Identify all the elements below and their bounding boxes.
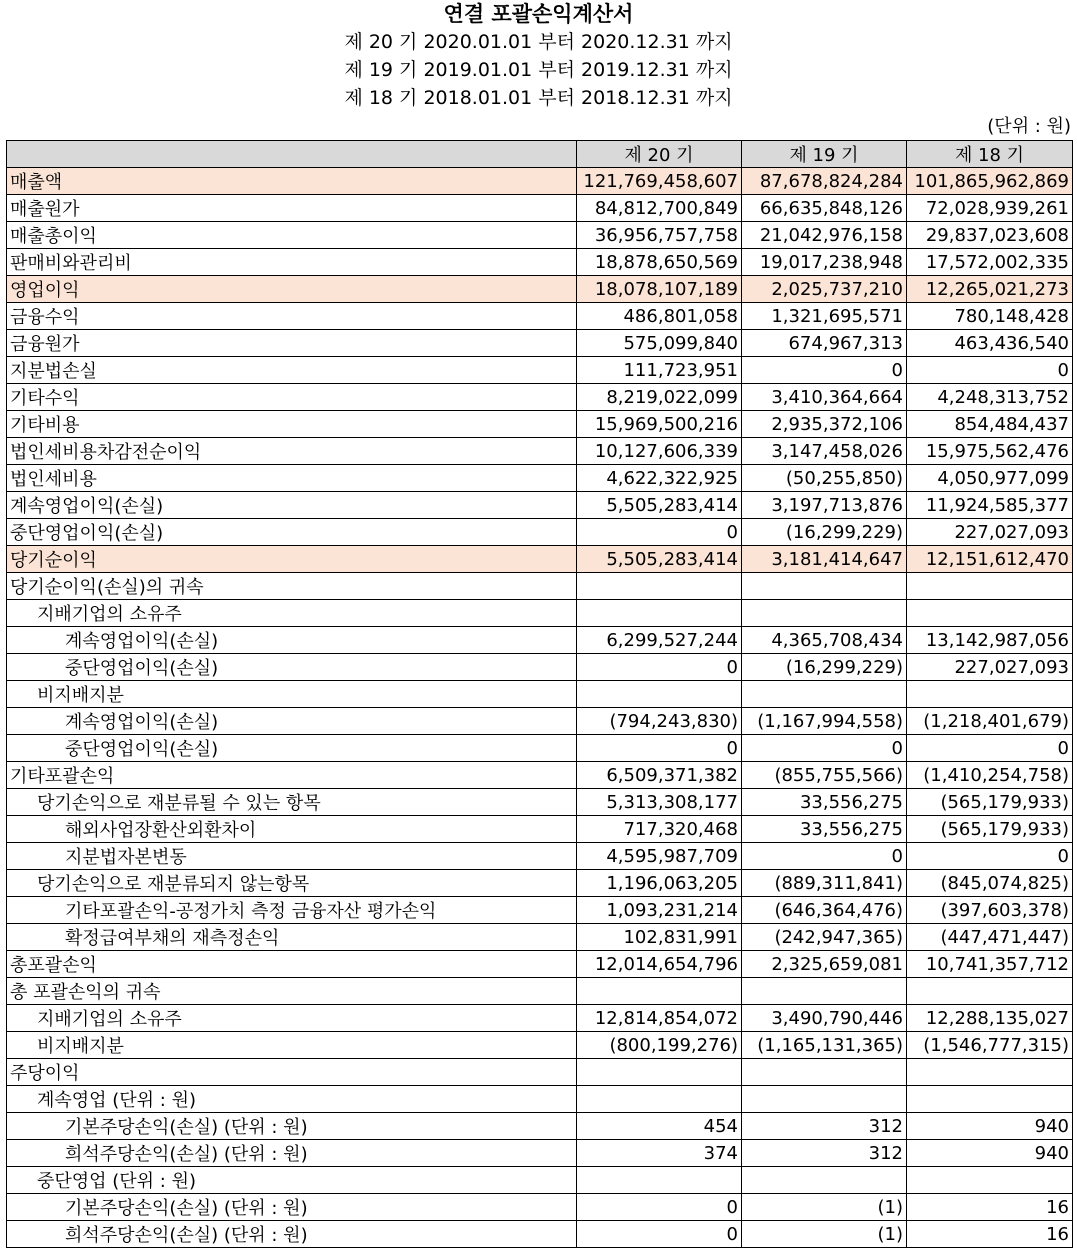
row-value: 18,878,650,569 <box>577 249 742 276</box>
row-value: 36,956,757,758 <box>577 222 742 249</box>
row-value: 312 <box>742 1113 907 1140</box>
table-row <box>7 708 1073 735</box>
row-label: 총 포괄손익의 귀속 <box>7 978 577 1005</box>
row-value: 1,196,063,205 <box>577 870 742 897</box>
row-value <box>577 1167 742 1194</box>
table-row <box>7 870 1073 897</box>
row-value: (1) <box>742 1194 907 1221</box>
row-value: 227,027,093 <box>907 519 1073 546</box>
row-value: 0 <box>907 843 1073 870</box>
row-value <box>742 1167 907 1194</box>
row-value: 940 <box>907 1113 1073 1140</box>
row-value: (845,074,825) <box>907 870 1073 897</box>
row-value: 12,814,854,072 <box>577 1005 742 1032</box>
row-label: 계속영업이익(손실) <box>7 708 577 735</box>
row-label: 계속영업이익(손실) <box>7 627 577 654</box>
table-row <box>7 600 1073 627</box>
row-value <box>742 978 907 1005</box>
unit-label: (단위 : 원) <box>987 116 1071 137</box>
row-value: 4,622,322,925 <box>577 465 742 492</box>
row-value: 72,028,939,261 <box>907 195 1073 222</box>
row-label: 중단영업이익(손실) <box>7 654 577 681</box>
row-value: (1,218,401,679) <box>907 708 1073 735</box>
row-value: 5,505,283,414 <box>577 492 742 519</box>
period-line: 제 20 기 2020.01.01 부터 2020.12.31 까지 <box>344 31 733 53</box>
row-value: (50,255,850) <box>742 465 907 492</box>
row-label: 판매비와관리비 <box>7 249 577 276</box>
row-value <box>907 1167 1073 1194</box>
row-value <box>907 573 1073 600</box>
row-value: 17,572,002,335 <box>907 249 1073 276</box>
row-value <box>907 1086 1073 1113</box>
row-value: 674,967,313 <box>742 330 907 357</box>
row-value: (1,546,777,315) <box>907 1032 1073 1059</box>
row-label: 당기순이익 <box>7 546 577 573</box>
row-value: 1,321,695,571 <box>742 303 907 330</box>
row-value <box>577 681 742 708</box>
row-value: (1,410,254,758) <box>907 762 1073 789</box>
row-value: 575,099,840 <box>577 330 742 357</box>
row-label: 비지배지분 <box>7 681 577 708</box>
column-header-blank <box>7 141 577 168</box>
row-value: 11,924,585,377 <box>907 492 1073 519</box>
row-value <box>577 573 742 600</box>
row-label: 매출총이익 <box>7 222 577 249</box>
row-value: 486,801,058 <box>577 303 742 330</box>
table-row <box>7 276 1073 303</box>
row-value: 101,865,962,869 <box>907 168 1073 195</box>
table-row <box>7 1005 1073 1032</box>
row-value: (1,165,131,365) <box>742 1032 907 1059</box>
row-label: 당기손익으로 재분류될 수 있는 항목 <box>7 789 577 816</box>
row-value: 0 <box>577 1221 742 1248</box>
table-row <box>7 897 1073 924</box>
row-value: (397,603,378) <box>907 897 1073 924</box>
row-value: 16 <box>907 1194 1073 1221</box>
table-row <box>7 1167 1073 1194</box>
row-label: 확정급여부채의 재측정손익 <box>7 924 577 951</box>
row-label: 영업이익 <box>7 276 577 303</box>
row-value: (565,179,933) <box>907 789 1073 816</box>
row-value: 21,042,976,158 <box>742 222 907 249</box>
row-label: 희석주당손익(손실) (단위 : 원) <box>7 1221 577 1248</box>
row-value <box>907 978 1073 1005</box>
column-header-period: 제 19 기 <box>742 141 907 168</box>
report-header <box>0 0 1077 112</box>
row-label: 기본주당손익(손실) (단위 : 원) <box>7 1113 577 1140</box>
table-row <box>7 1221 1073 1248</box>
table-body <box>7 168 1073 1248</box>
row-value: 854,484,437 <box>907 411 1073 438</box>
row-label: 지분법자본변동 <box>7 843 577 870</box>
row-value: 227,027,093 <box>907 654 1073 681</box>
row-value: 4,248,313,752 <box>907 384 1073 411</box>
row-label: 계속영업이익(손실) <box>7 492 577 519</box>
row-value: 3,410,364,664 <box>742 384 907 411</box>
row-value: 84,812,700,849 <box>577 195 742 222</box>
table-row <box>7 1194 1073 1221</box>
row-label: 지배기업의 소유주 <box>7 1005 577 1032</box>
table-row <box>7 654 1073 681</box>
row-value: 16 <box>907 1221 1073 1248</box>
row-value: 0 <box>742 735 907 762</box>
table-row <box>7 681 1073 708</box>
table-row <box>7 843 1073 870</box>
row-value: 940 <box>907 1140 1073 1167</box>
row-value: 15,975,562,476 <box>907 438 1073 465</box>
table-row <box>7 978 1073 1005</box>
row-value: 66,635,848,126 <box>742 195 907 222</box>
row-label: 지분법손실 <box>7 357 577 384</box>
column-header-period: 제 20 기 <box>577 141 742 168</box>
row-value: (16,299,229) <box>742 519 907 546</box>
row-label: 지배기업의 소유주 <box>7 600 577 627</box>
row-value: 8,219,022,099 <box>577 384 742 411</box>
row-value: 15,969,500,216 <box>577 411 742 438</box>
table-row <box>7 762 1073 789</box>
row-value: (855,755,566) <box>742 762 907 789</box>
row-value <box>577 978 742 1005</box>
row-value: (447,471,447) <box>907 924 1073 951</box>
table-row <box>7 1059 1073 1086</box>
table-row <box>7 1140 1073 1167</box>
row-value: 0 <box>577 1194 742 1221</box>
row-value <box>742 600 907 627</box>
row-value: (565,179,933) <box>907 816 1073 843</box>
row-value: 3,147,458,026 <box>742 438 907 465</box>
row-label: 당기순이익(손실)의 귀속 <box>7 573 577 600</box>
table-row <box>7 1032 1073 1059</box>
row-value: 0 <box>742 357 907 384</box>
row-value: 0 <box>907 357 1073 384</box>
row-value: 12,288,135,027 <box>907 1005 1073 1032</box>
table-row <box>7 195 1073 222</box>
row-label: 주당이익 <box>7 1059 577 1086</box>
row-value: 12,014,654,796 <box>577 951 742 978</box>
row-value <box>742 1086 907 1113</box>
row-value: 12,151,612,470 <box>907 546 1073 573</box>
row-label: 금융수익 <box>7 303 577 330</box>
table-row <box>7 573 1073 600</box>
row-label: 기타비용 <box>7 411 577 438</box>
row-value: 717,320,468 <box>577 816 742 843</box>
row-label: 법인세비용 <box>7 465 577 492</box>
row-value: 780,148,428 <box>907 303 1073 330</box>
row-value: 18,078,107,189 <box>577 276 742 303</box>
row-value: 0 <box>577 654 742 681</box>
row-value: 0 <box>907 735 1073 762</box>
table-row <box>7 627 1073 654</box>
row-value: (242,947,365) <box>742 924 907 951</box>
row-value: 0 <box>577 519 742 546</box>
row-label: 희석주당손익(손실) (단위 : 원) <box>7 1140 577 1167</box>
table-row <box>7 222 1073 249</box>
row-value: 5,313,308,177 <box>577 789 742 816</box>
row-label: 중단영업 (단위 : 원) <box>7 1167 577 1194</box>
row-value: 6,299,527,244 <box>577 627 742 654</box>
row-value <box>742 573 907 600</box>
table-row <box>7 546 1073 573</box>
row-value <box>742 681 907 708</box>
row-value: 2,325,659,081 <box>742 951 907 978</box>
report-title: 연결 포괄손익계산서 <box>443 2 634 26</box>
table-row <box>7 924 1073 951</box>
table-header-row <box>7 141 1073 168</box>
income-statement-table <box>6 140 1073 1248</box>
row-value: 12,265,021,273 <box>907 276 1073 303</box>
row-value: 10,741,357,712 <box>907 951 1073 978</box>
row-value: 29,837,023,608 <box>907 222 1073 249</box>
column-header-period: 제 18 기 <box>907 141 1073 168</box>
row-value: 13,142,987,056 <box>907 627 1073 654</box>
table-row <box>7 168 1073 195</box>
row-value: 87,678,824,284 <box>742 168 907 195</box>
row-value: (1) <box>742 1221 907 1248</box>
table-row <box>7 519 1073 546</box>
period-line: 제 19 기 2019.01.01 부터 2019.12.31 까지 <box>344 59 733 81</box>
row-value: 454 <box>577 1113 742 1140</box>
table-row <box>7 384 1073 411</box>
row-label: 중단영업이익(손실) <box>7 735 577 762</box>
row-value: 463,436,540 <box>907 330 1073 357</box>
row-value <box>742 1059 907 1086</box>
row-label: 해외사업장환산외환차이 <box>7 816 577 843</box>
row-value: 4,050,977,099 <box>907 465 1073 492</box>
row-value <box>907 681 1073 708</box>
table-row <box>7 303 1073 330</box>
row-label: 총포괄손익 <box>7 951 577 978</box>
row-value: 2,935,372,106 <box>742 411 907 438</box>
table-row <box>7 249 1073 276</box>
row-value: 2,025,737,210 <box>742 276 907 303</box>
table-row <box>7 789 1073 816</box>
row-value: 3,181,414,647 <box>742 546 907 573</box>
row-value: 33,556,275 <box>742 816 907 843</box>
row-label: 당기손익으로 재분류되지 않는항목 <box>7 870 577 897</box>
row-value: 121,769,458,607 <box>577 168 742 195</box>
table-row <box>7 1086 1073 1113</box>
table-row <box>7 357 1073 384</box>
row-value: 102,831,991 <box>577 924 742 951</box>
row-label: 계속영업 (단위 : 원) <box>7 1086 577 1113</box>
row-label: 법인세비용차감전순이익 <box>7 438 577 465</box>
row-label: 기타포괄손익-공정가치 측정 금융자산 평가손익 <box>7 897 577 924</box>
table-row <box>7 330 1073 357</box>
table-row <box>7 1113 1073 1140</box>
row-value <box>577 1059 742 1086</box>
row-value: (646,364,476) <box>742 897 907 924</box>
table-row <box>7 438 1073 465</box>
table-row <box>7 411 1073 438</box>
row-value: 3,490,790,446 <box>742 1005 907 1032</box>
table-row <box>7 816 1073 843</box>
row-value: 111,723,951 <box>577 357 742 384</box>
row-value: 4,365,708,434 <box>742 627 907 654</box>
table-row <box>7 735 1073 762</box>
row-value: (889,311,841) <box>742 870 907 897</box>
row-label: 매출액 <box>7 168 577 195</box>
row-label: 매출원가 <box>7 195 577 222</box>
row-value: 1,093,231,214 <box>577 897 742 924</box>
row-value: 312 <box>742 1140 907 1167</box>
row-value <box>577 600 742 627</box>
row-value <box>907 1059 1073 1086</box>
period-line: 제 18 기 2018.01.01 부터 2018.12.31 까지 <box>344 87 733 109</box>
row-value <box>577 1086 742 1113</box>
table-row <box>7 951 1073 978</box>
row-value: 6,509,371,382 <box>577 762 742 789</box>
row-label: 금융원가 <box>7 330 577 357</box>
row-value: (794,243,830) <box>577 708 742 735</box>
row-value: 374 <box>577 1140 742 1167</box>
row-label: 기본주당손익(손실) (단위 : 원) <box>7 1194 577 1221</box>
table-row <box>7 465 1073 492</box>
row-value: 0 <box>742 843 907 870</box>
row-value: 4,595,987,709 <box>577 843 742 870</box>
row-label: 기타포괄손익 <box>7 762 577 789</box>
row-value: (16,299,229) <box>742 654 907 681</box>
row-value: 33,556,275 <box>742 789 907 816</box>
row-value: 19,017,238,948 <box>742 249 907 276</box>
row-value: (1,167,994,558) <box>742 708 907 735</box>
row-label: 비지배지분 <box>7 1032 577 1059</box>
row-value: 10,127,606,339 <box>577 438 742 465</box>
row-label: 기타수익 <box>7 384 577 411</box>
row-value: 5,505,283,414 <box>577 546 742 573</box>
row-value: (800,199,276) <box>577 1032 742 1059</box>
row-value <box>907 600 1073 627</box>
row-label: 중단영업이익(손실) <box>7 519 577 546</box>
row-value: 0 <box>577 735 742 762</box>
row-value: 3,197,713,876 <box>742 492 907 519</box>
table-row <box>7 492 1073 519</box>
